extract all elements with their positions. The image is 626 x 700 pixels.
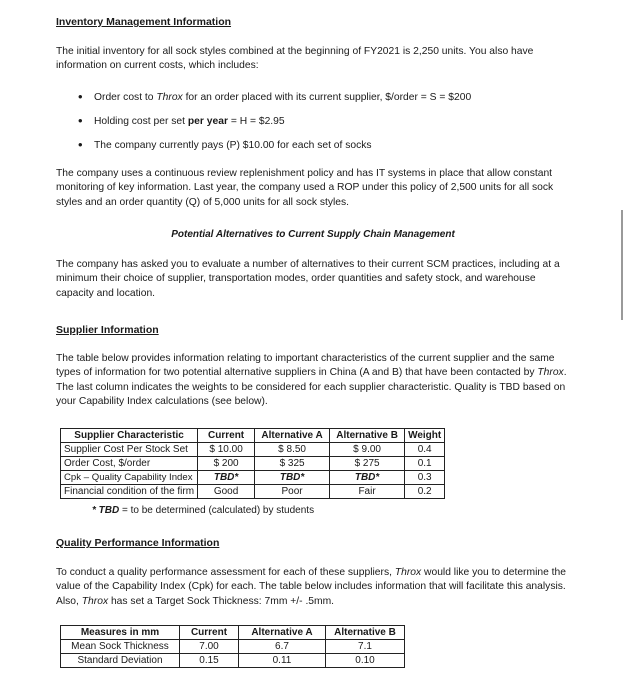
alternatives-paragraph: The company has asked you to evaluate a number of alternatives to their current SCM practices, including at a minimum their choice of supplier, transportation modes, order quantities and safety stock, and warehouse capacity and location. bbox=[56, 259, 560, 299]
table-header-row bbox=[61, 626, 405, 640]
cell-alternative-b: $ 9.00 bbox=[330, 443, 405, 457]
cell-current: TBD* bbox=[198, 471, 255, 485]
cell-alternative-a: 6.7 bbox=[239, 640, 326, 654]
supplier-table bbox=[60, 428, 445, 499]
header-weight: Weight bbox=[405, 429, 445, 443]
cell-characteristic: Supplier Cost Per Stock Set bbox=[61, 443, 198, 457]
table-row bbox=[61, 654, 405, 668]
header-alternative-a: Alternative A bbox=[239, 626, 326, 640]
table-row bbox=[61, 640, 405, 654]
cell-measure: Mean Sock Thickness bbox=[61, 640, 180, 654]
table-header-row bbox=[61, 429, 445, 443]
cell-alternative-a: $ 8.50 bbox=[255, 443, 330, 457]
quality-table bbox=[60, 625, 405, 668]
inventory-intro: The initial inventory for all sock styles combined at the beginning of FY2021 is 2,250 units. You also have information on current costs, which includes: bbox=[56, 46, 534, 72]
supplier-paragraph: The table below provides information relating to important characteristics of the current supplier and the same types of information for two potential alternative suppliers in China (A and B) that have been contacted by Throx. The last column indicates the weights to be considered for each supplier characteristic. Quality is TBD based on your Capability Index calculations (see below). bbox=[56, 353, 567, 408]
cell-current: $ 200 bbox=[198, 457, 255, 471]
bullet-unit-price: • The company currently pays (P) $10.00 for each set of socks bbox=[78, 139, 558, 163]
bullet-holding-cost: • Holding cost per set per year = H = $2.95 bbox=[78, 115, 558, 139]
cell-alternative-a: 0.11 bbox=[239, 654, 326, 668]
table-row bbox=[61, 457, 445, 471]
header-supplier-characteristic: Supplier Characteristic bbox=[61, 429, 198, 443]
tbd-footnote: * TBD = to be determined (calculated) by students bbox=[92, 505, 315, 516]
quality-paragraph: To conduct a quality performance assessment for each of these suppliers, Throx would like you to determine the value of the Capability Index (Cpk) for each. The table below includes information that will facilitate this analysis. Also, Throx has set a Target Sock Thickness: 7mm +/- .5mm. bbox=[56, 567, 566, 607]
cell-current: Good bbox=[198, 485, 255, 499]
cell-alternative-b: Fair bbox=[330, 485, 405, 499]
bullet-order-cost: • Order cost to Throx for an order placed with its current supplier, $/order = S = $200 bbox=[78, 91, 558, 115]
cell-characteristic: Cpk – Quality Capability Index bbox=[61, 471, 198, 485]
cell-current: 7.00 bbox=[180, 640, 239, 654]
cell-weight: 0.3 bbox=[405, 471, 445, 485]
cost-bullet-list bbox=[78, 91, 558, 163]
table-row bbox=[61, 485, 445, 499]
header-current: Current bbox=[180, 626, 239, 640]
inventory-heading: Inventory Management Information bbox=[56, 16, 232, 28]
cell-weight: 0.1 bbox=[405, 457, 445, 471]
supplier-heading: Supplier Information bbox=[56, 324, 159, 336]
cell-current: 0.15 bbox=[180, 654, 239, 668]
header-alternative-b: Alternative B bbox=[326, 626, 405, 640]
cell-alternative-b: $ 275 bbox=[330, 457, 405, 471]
cell-alternative-a: Poor bbox=[255, 485, 330, 499]
header-measures: Measures in mm bbox=[61, 626, 180, 640]
table-row bbox=[61, 471, 445, 485]
cell-alternative-b: 7.1 bbox=[326, 640, 405, 654]
header-current: Current bbox=[198, 429, 255, 443]
cell-weight: 0.4 bbox=[405, 443, 445, 457]
quality-heading: Quality Performance Information bbox=[56, 537, 220, 549]
alternatives-heading: Potential Alternatives to Current Supply Chain Management bbox=[171, 229, 455, 240]
scrollbar[interactable] bbox=[621, 210, 623, 320]
cell-alternative-a: TBD* bbox=[255, 471, 330, 485]
cell-alternative-b: 0.10 bbox=[326, 654, 405, 668]
cell-characteristic: Financial condition of the firm bbox=[61, 485, 198, 499]
cell-weight: 0.2 bbox=[405, 485, 445, 499]
cell-characteristic: Order Cost, $/order bbox=[61, 457, 198, 471]
header-alternative-b: Alternative B bbox=[330, 429, 405, 443]
table-row bbox=[61, 443, 445, 457]
cell-alternative-b: TBD* bbox=[330, 471, 405, 485]
cell-measure: Standard Deviation bbox=[61, 654, 180, 668]
cell-alternative-a: $ 325 bbox=[255, 457, 330, 471]
cell-current: $ 10.00 bbox=[198, 443, 255, 457]
header-alternative-a: Alternative A bbox=[255, 429, 330, 443]
policy-paragraph: The company uses a continuous review replenishment policy and has IT systems in place that allow constant monitoring of key information. Last year, the company used a ROP under this policy of 2,500 units for all sock styles and an order quantity (Q) of 5,000 units for all sock styles. bbox=[56, 168, 554, 208]
